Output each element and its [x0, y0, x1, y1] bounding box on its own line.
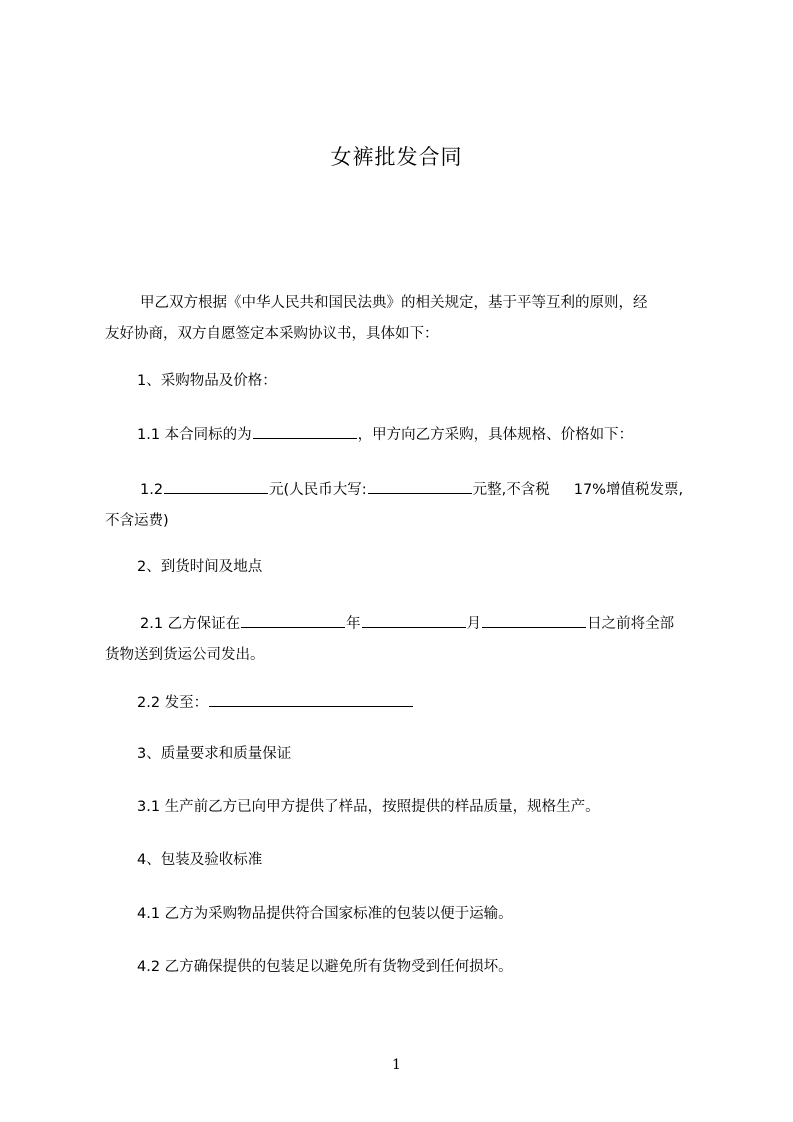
clause-4-1: 4.1 乙方为采购物品提供符合国家标准的包装以便于运输。: [137, 906, 513, 922]
clause-2-1-month: 月: [466, 616, 482, 632]
clause-1-1-prefix: 1.1 本合同标的为: [137, 427, 252, 443]
section-3-heading: 3、质量要求和质量保证: [137, 746, 292, 762]
blank-destination-field[interactable]: [209, 692, 413, 707]
section-2-heading: 2、到货时间及地点: [137, 559, 263, 575]
clause-2-2: [137, 692, 414, 713]
clause-1-2-line-1: [105, 475, 703, 506]
clause-2-1: [105, 609, 703, 671]
clause-1-1-suffix: ，甲方向乙方采购，具体规格、价格如下：: [357, 427, 634, 443]
blank-amount-field[interactable]: [164, 479, 268, 494]
clause-2-1-line-2: 货物送到货运公司发出。: [105, 647, 265, 663]
intro-paragraph: [105, 288, 703, 350]
section-4-heading: 4、包装及验收标准: [137, 852, 263, 868]
clause-3-1: 3.1 生产前乙方已向甲方提供了样品，按照提供的样品质量，规格生产。: [137, 799, 600, 815]
clause-2-1-day-suffix: 日之前将全部: [587, 616, 675, 632]
clause-1-2-mid1: 元(人民币大写:: [269, 482, 367, 498]
clause-2-1-prefix: 2.1 乙方保证在: [140, 616, 241, 632]
clause-1-2-line-2: 不含运费): [105, 513, 169, 529]
clause-1-2-tax: 17%增值税发票,: [573, 482, 684, 498]
section-1-heading: 1、采购物品及价格：: [137, 373, 277, 389]
blank-day-field[interactable]: [482, 613, 586, 628]
clause-1-2: [105, 475, 703, 537]
clause-2-1-line-1: [105, 609, 703, 640]
intro-line-2: 友好协商，双方自愿签定本采购协议书，具体如下：: [105, 326, 439, 342]
page-number: 1: [392, 1057, 401, 1073]
blank-year-field[interactable]: [241, 613, 345, 628]
clause-1-1: [137, 424, 633, 445]
clause-1-2-mid2: 元整,不含税: [472, 482, 550, 498]
blank-subject-field[interactable]: [253, 424, 357, 439]
blank-month-field[interactable]: [362, 613, 466, 628]
intro-line-1: 甲乙双方根据《中华人民共和国民法典》的相关规定，基于平等互利的原则，经: [140, 295, 648, 311]
clause-2-2-prefix: 2.2 发至：: [137, 695, 209, 711]
document-title: 女裤批发合同: [330, 145, 463, 169]
clause-4-2: 4.2 乙方确保提供的包装足以避免所有货物受到任何损坏。: [137, 959, 513, 975]
clause-1-2-prefix: 1.2: [140, 482, 164, 498]
blank-amount-words-field[interactable]: [368, 479, 472, 494]
clause-2-1-year: 年: [346, 616, 361, 632]
